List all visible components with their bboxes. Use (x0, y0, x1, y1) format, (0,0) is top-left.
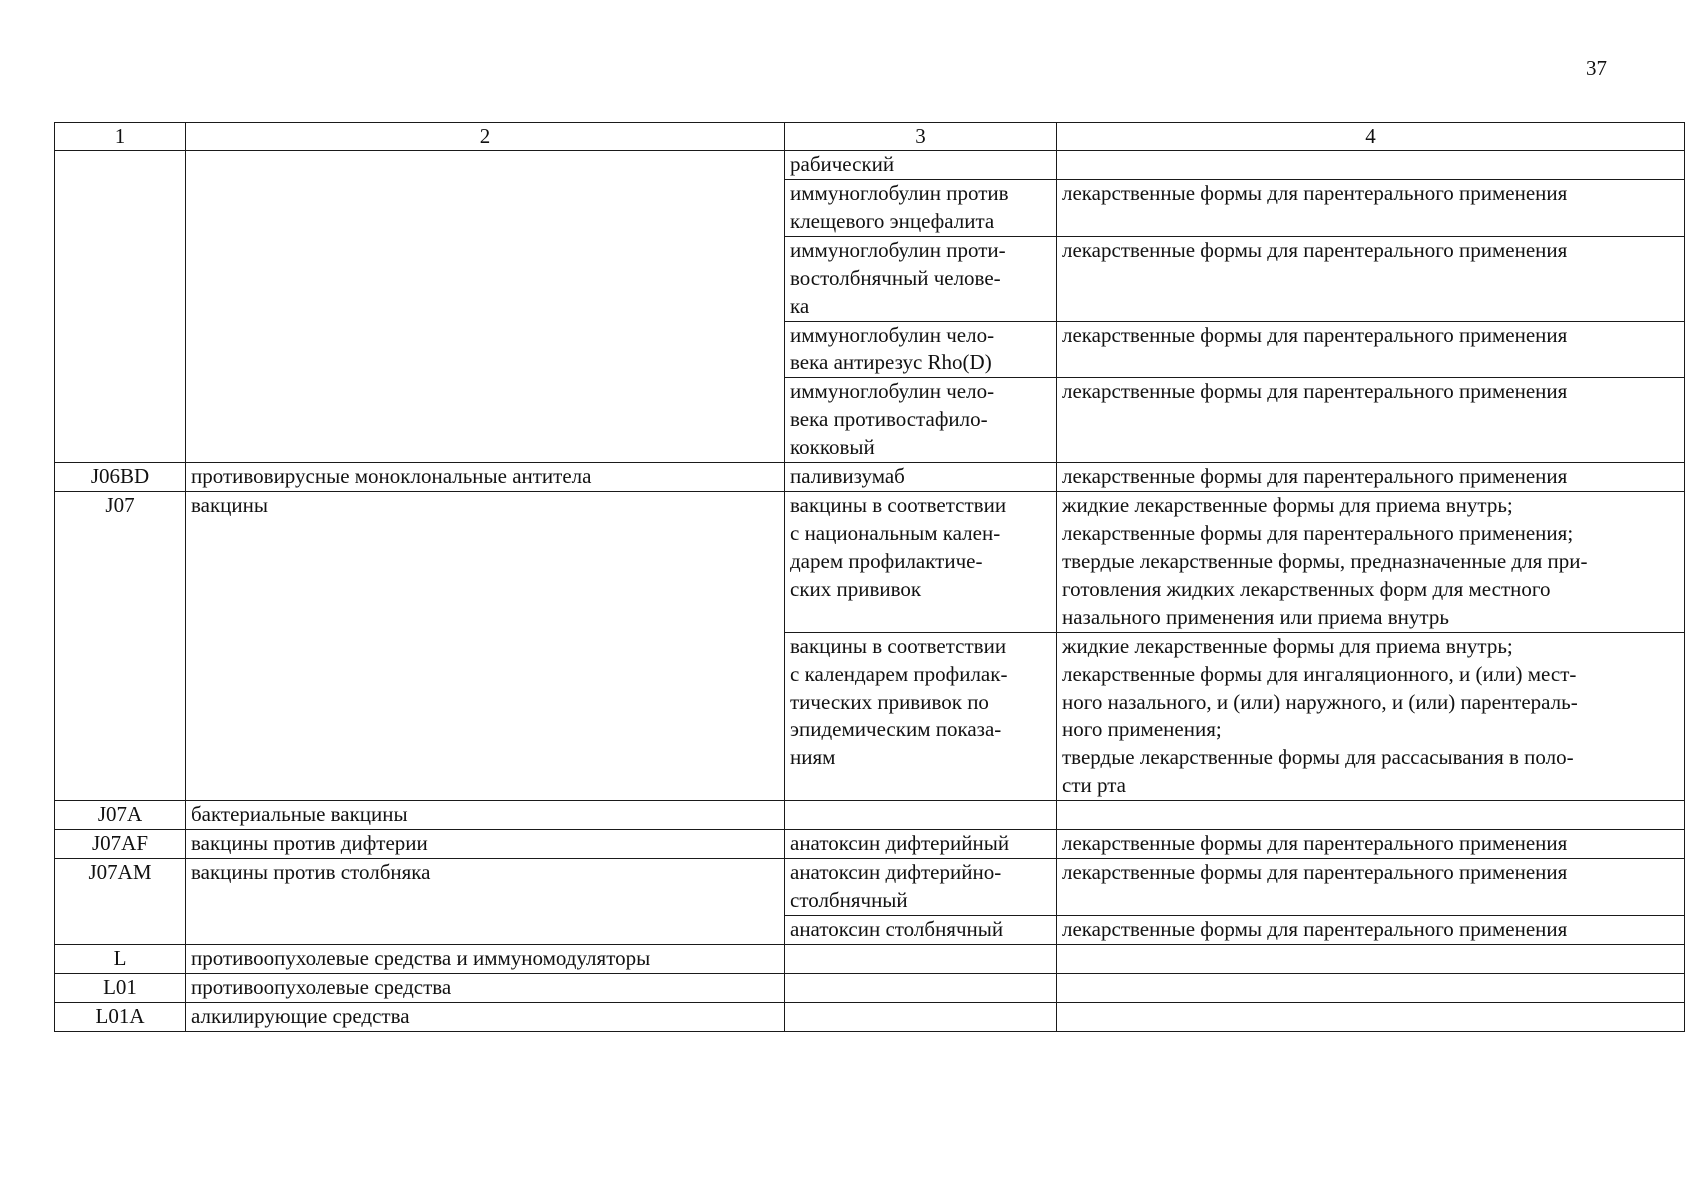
drug-name-cell (785, 973, 1057, 1002)
group-name-cell: алкилирующие средства (186, 1002, 785, 1031)
page-number: 37 (1586, 56, 1607, 80)
drug-name-cell: паливизумаб (785, 463, 1057, 492)
drug-name-cell (785, 801, 1057, 830)
atc-code-cell: J07AM (55, 859, 186, 945)
table-body (55, 151, 1685, 1032)
dosage-forms-cell: лекарственные формы для парентерального применения (1057, 378, 1685, 463)
drug-name-cell (785, 1002, 1057, 1031)
group-name-cell: бактериальные вакцины (186, 801, 785, 830)
dosage-forms-cell: жидкие лекарственные формы для приема внутрь; лекарственные формы для ингаляционного, и (или) мест- ного назального, и (или) наружного, и (или) парентераль- ного применения; твердые лекарственные формы для рассасывания в поло- сти рта (1057, 632, 1685, 801)
column-header-2: 2 (186, 123, 785, 151)
dosage-forms-cell: лекарственные формы для парентерального применения (1057, 915, 1685, 944)
group-name-cell: вакцины против дифтерии (186, 830, 785, 859)
group-name-cell: противоопухолевые средства (186, 973, 785, 1002)
atc-code-cell: L01 (55, 973, 186, 1002)
drug-name-cell: рабический (785, 151, 1057, 180)
dosage-forms-cell: лекарственные формы для парентерального применения (1057, 830, 1685, 859)
drug-name-cell: иммуноглобулин чело- века антирезус Rho(D) (785, 321, 1057, 378)
dosage-forms-cell (1057, 801, 1685, 830)
drug-table (54, 122, 1685, 1032)
dosage-forms-cell (1057, 1002, 1685, 1031)
group-name-cell: противовирусные моноклональные антитела (186, 463, 785, 492)
table-row (55, 859, 1685, 916)
group-name-cell (186, 151, 785, 463)
group-name-cell: противоопухолевые средства и иммуномодуляторы (186, 944, 785, 973)
group-name-cell: вакцины (186, 492, 785, 801)
drug-name-cell: анатоксин дифтерийно- столбнячный (785, 859, 1057, 916)
drug-name-cell: вакцины в соответствии с национальным кален- дарем профилактиче- ских прививок (785, 492, 1057, 633)
group-name-cell: вакцины против столбняка (186, 859, 785, 945)
atc-code-cell: J06BD (55, 463, 186, 492)
table-row (55, 830, 1685, 859)
dosage-forms-cell: лекарственные формы для парентерального применения (1057, 463, 1685, 492)
table-row (55, 463, 1685, 492)
table-row (55, 944, 1685, 973)
drug-name-cell: иммуноглобулин проти- востолбнячный челове- ка (785, 236, 1057, 321)
table-header (55, 123, 1685, 151)
drug-name-cell (785, 944, 1057, 973)
drug-name-cell: иммуноглобулин против клещевого энцефалита (785, 179, 1057, 236)
atc-code-cell: L01A (55, 1002, 186, 1031)
table-row (55, 973, 1685, 1002)
dosage-forms-cell (1057, 944, 1685, 973)
atc-code-cell: J07AF (55, 830, 186, 859)
dosage-forms-cell: лекарственные формы для парентерального применения (1057, 236, 1685, 321)
dosage-forms-cell: лекарственные формы для парентерального применения (1057, 859, 1685, 916)
column-header-4: 4 (1057, 123, 1685, 151)
drug-name-cell: иммуноглобулин чело- века противостафило- кокковый (785, 378, 1057, 463)
drug-name-cell: вакцины в соответствии с календарем профилак- тических прививок по эпидемическим показа- ниям (785, 632, 1057, 801)
table-row (55, 492, 1685, 633)
drug-name-cell: анатоксин дифтерийный (785, 830, 1057, 859)
dosage-forms-cell (1057, 973, 1685, 1002)
table-row (55, 801, 1685, 830)
table-row (55, 151, 1685, 180)
table-row (55, 1002, 1685, 1031)
dosage-forms-cell: лекарственные формы для парентерального применения (1057, 179, 1685, 236)
atc-code-cell (55, 151, 186, 463)
atc-code-cell: J07 (55, 492, 186, 801)
dosage-forms-cell (1057, 151, 1685, 180)
drug-name-cell: анатоксин столбнячный (785, 915, 1057, 944)
column-header-3: 3 (785, 123, 1057, 151)
atc-code-cell: J07A (55, 801, 186, 830)
header-row (55, 123, 1685, 151)
dosage-forms-cell: лекарственные формы для парентерального применения (1057, 321, 1685, 378)
dosage-forms-cell: жидкие лекарственные формы для приема внутрь; лекарственные формы для парентерального применения; твердые лекарственные формы, предназначенные для при- готовления жидких лекарственных форм для местного назального применения или приема внутрь (1057, 492, 1685, 633)
column-header-1: 1 (55, 123, 186, 151)
atc-code-cell: L (55, 944, 186, 973)
